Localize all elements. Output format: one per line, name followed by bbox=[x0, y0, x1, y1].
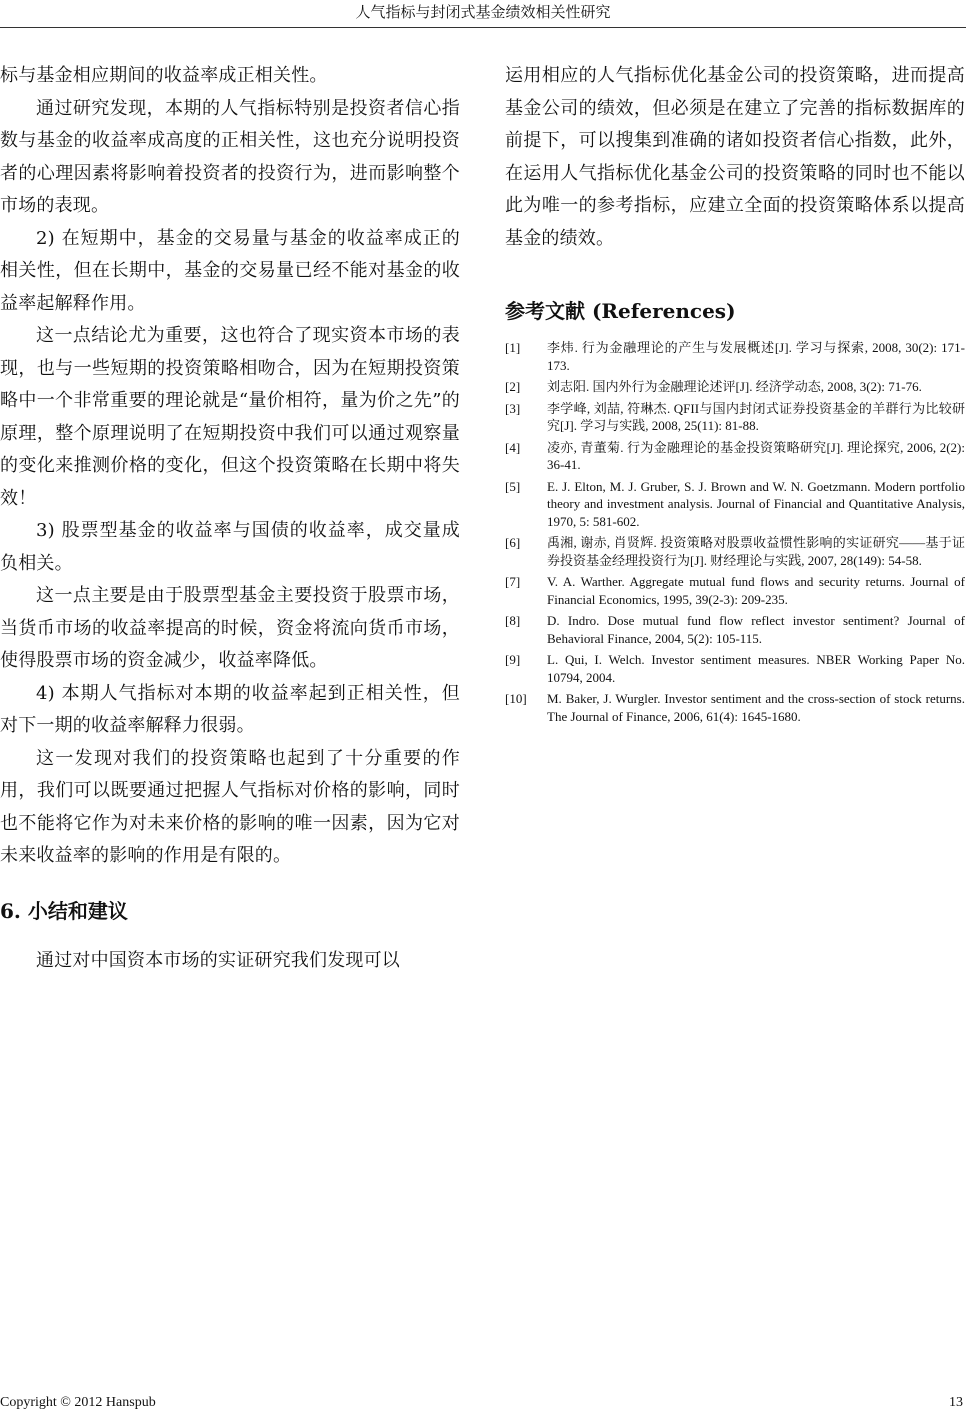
body-paragraph: 这一点结论尤为重要，这也符合了现实资本市场的表现，也与一些短期的投资策略相吻合，因为在短期投资策略中一个非常重要的理论就是“量价相符，量为价之先”的原理，整个原理说明了在短期投资中我们可以通过观察量的变化来推测价格的变化，但这个投资策略在长期中将失效！ bbox=[0, 325, 460, 509]
reference-text: E. J. Elton, M. J. Gruber, S. J. Brown and W. N. Goetzmann. Modern portfolio theory and investment analysis. Journal of Financial and Quantitative Analysis, 1970, 5: 581-602. bbox=[547, 478, 965, 529]
conclusion-item-2: 2) 在短期中，基金的交易量与基金的收益率成正的相关性，但在长期中，基金的交易量已经不能对基金的收益率起解释作用。 bbox=[0, 227, 460, 314]
reference-number: [9] bbox=[505, 652, 521, 667]
reference-number: [5] bbox=[505, 478, 521, 494]
left-column bbox=[0, 60, 460, 977]
reference-text: 刘志阳. 国内外行为金融理论述评[J]. 经济学动态, 2008, 3(2): 71-76. bbox=[547, 379, 922, 394]
reference-number: [7] bbox=[505, 574, 521, 589]
references-list bbox=[505, 339, 965, 725]
reference-number: [1] bbox=[505, 340, 521, 355]
header-divider bbox=[0, 27, 966, 28]
reference-number: [8] bbox=[505, 613, 521, 628]
reference-item bbox=[505, 400, 965, 435]
references-heading: 参考文献 (References) bbox=[505, 299, 736, 323]
conclusion-item-3: 3) 股票型基金的收益率与国债的收益率，成交量成负相关。 bbox=[0, 520, 460, 574]
reference-text: 李炜. 行为金融理论的产生与发展概述[J]. 学习与探索, 2008, 30(2): 171-173. bbox=[547, 340, 965, 373]
reference-item bbox=[505, 534, 965, 569]
right-column bbox=[505, 60, 965, 729]
section-heading: 6. 小结和建议 bbox=[0, 898, 128, 923]
reference-number: [10] bbox=[505, 691, 527, 706]
reference-text: 凌亦, 青董菊. 行为金融理论的基金投资策略研究[J]. 理论探究, 2006, 2(2): 36-41. bbox=[547, 439, 965, 472]
running-header-title: 人气指标与封闭式基金绩效相关性研究 bbox=[355, 3, 611, 21]
reference-number: [4] bbox=[505, 439, 521, 455]
reference-item bbox=[505, 573, 965, 608]
reference-item bbox=[505, 378, 965, 396]
reference-item bbox=[505, 339, 965, 374]
reference-item bbox=[505, 478, 965, 531]
reference-number: [2] bbox=[505, 379, 521, 394]
reference-text: 禹湘, 谢赤, 肖贤辉. 投资策略对股票收益惯性影响的实证研究——基于证券投资基金经理投资行为[J]. 财经理论与实践, 2007, 28(149): 54-58. bbox=[547, 535, 965, 568]
page-number: 13 bbox=[949, 1395, 963, 1410]
reference-text: 李学峰, 刘喆, 符琳杰. QFII与国内封闭式证券投资基金的羊群行为比较研究[J]. 学习与实践, 2008, 25(11): 81-88. bbox=[547, 400, 965, 433]
reference-item bbox=[505, 651, 965, 686]
body-paragraph: 运用相应的人气指标优化基金公司的投资策略，进而提高基金公司的绩效，但必须是在建立了完善的指标数据库的前提下，可以搜集到准确的诸如投资者信心指数，此外，在运用人气指标优化基金公司的投资策略的同时也不能以此为唯一的参考指标，应建立全面的投资策略体系以提高基金的绩效。 bbox=[505, 65, 965, 249]
reference-text: V. A. Warther. Aggregate mutual fund flows and security returns. Journal of Financial Economics, 1995, 39(2-3): 209-235. bbox=[547, 574, 965, 607]
reference-text: M. Baker, J. Wurgler. Investor sentiment and the cross-section of stock returns. The Journal of Finance, 2006, 61(4): 1645-1680. bbox=[547, 691, 965, 724]
reference-item bbox=[505, 439, 965, 474]
copyright-notice: Copyright © 2012 Hanspub bbox=[0, 1395, 156, 1410]
body-paragraph: 这一点主要是由于股票型基金主要投资于股票市场，当货币市场的收益率提高的时候，资金将流向货币市场，使得股票市场的资金减少，收益率降低。 bbox=[0, 585, 460, 671]
reference-item bbox=[505, 690, 965, 725]
body-paragraph: 通过对中国资本市场的实证研究我们发现可以 bbox=[36, 949, 400, 971]
body-paragraph: 标与基金相应期间的收益率成正相关性。 bbox=[0, 65, 328, 86]
reference-number: [6] bbox=[505, 535, 521, 550]
reference-item bbox=[505, 612, 965, 647]
conclusion-item-4: 4) 本期人气指标对本期的收益率起到正相关性，但对下一期的收益率解释力很弱。 bbox=[0, 682, 460, 736]
reference-text: D. Indro. Dose mutual fund flow reflect investor sentiment? Journal of Behavioral Finance, 2004, 5(2): 105-115. bbox=[547, 613, 965, 646]
body-paragraph: 通过研究发现，本期的人气指标特别是投资者信心指数与基金的收益率成高度的正相关性，这也充分说明投资者的心理因素将影响着投资者的投资行为，进而影响整个市场的表现。 bbox=[0, 97, 460, 216]
body-paragraph: 这一发现对我们的投资策略也起到了十分重要的作用，我们可以既要通过把握人气指标对价格的影响，同时也不能将它作为对未来价格的影响的唯一因素，因为它对未来收益率的影响的作用是有限的。 bbox=[0, 747, 460, 866]
reference-text: L. Qui, I. Welch. Investor sentiment measures. NBER Working Paper No. 10794, 2004. bbox=[547, 652, 965, 685]
reference-number: [3] bbox=[505, 400, 521, 416]
